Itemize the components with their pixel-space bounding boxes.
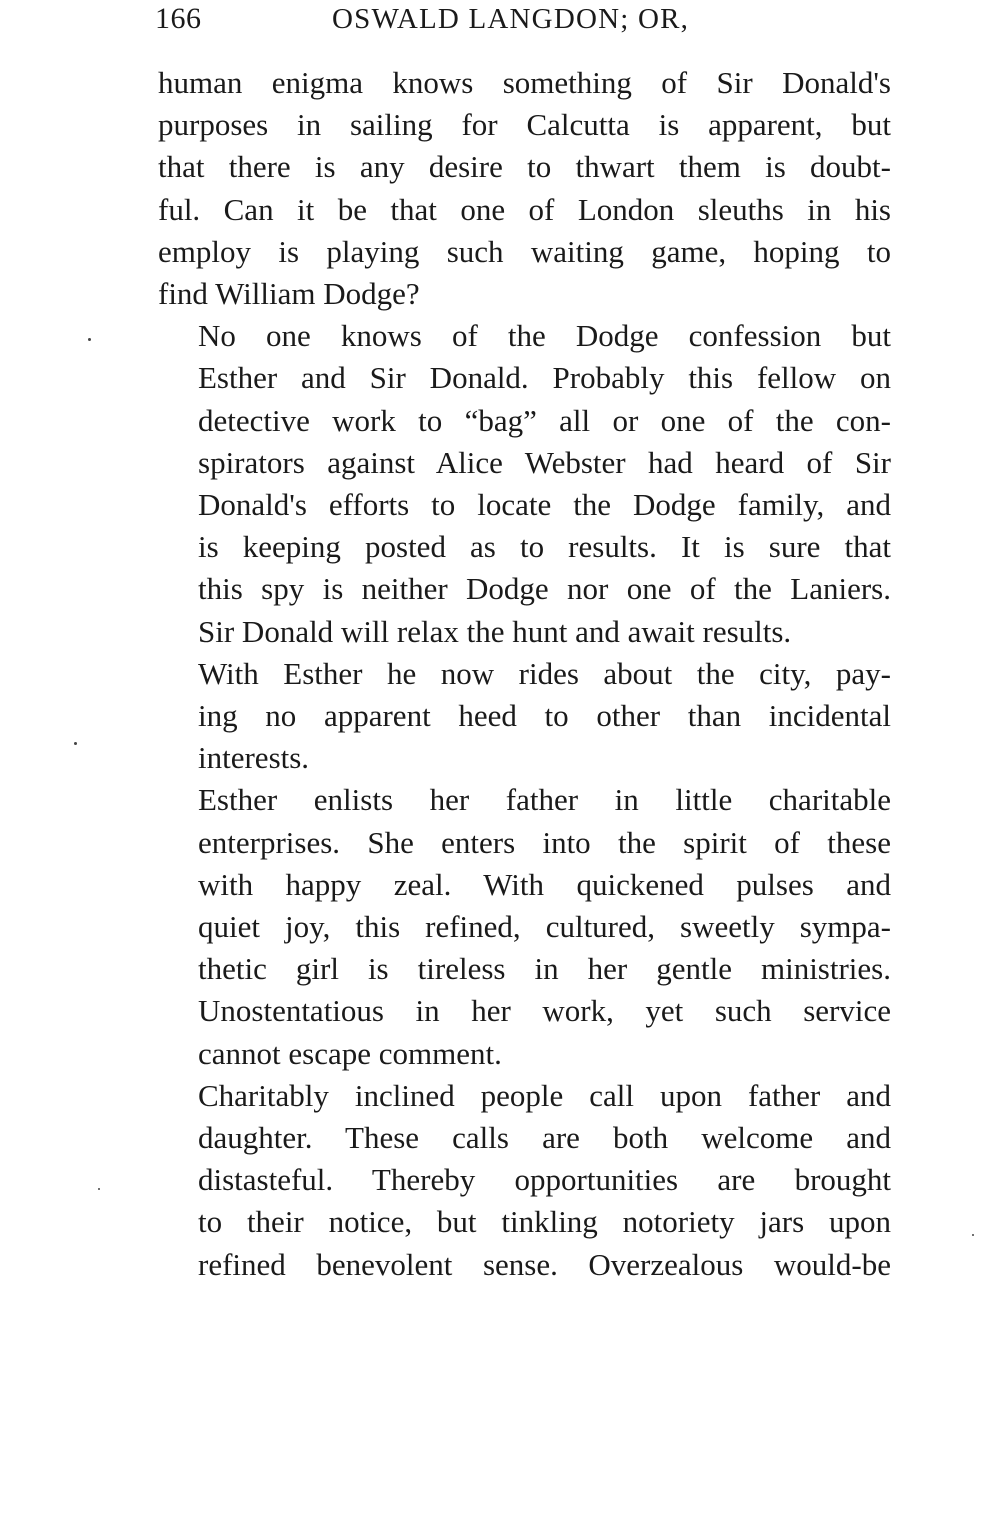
text-line: distasteful. Thereby opportunities are brought [198,1162,891,1198]
page-number: 166 [155,2,202,35]
text-line: thetic girl is tireless in her gentle ministries. [198,951,891,987]
text-line: this spy is neither Dodge nor one of the Laniers. [198,571,891,607]
text-line: ful. Can it be that one of London sleuths in his [158,191,891,227]
text-line: detective work to “bag” all or one of the con- [198,402,891,438]
text-line: enterprises. She enters into the spirit of these [198,824,891,860]
text-line: purposes in sailing for Calcutta is apparent, but [158,107,891,143]
running-head [155,0,890,40]
scan-speck [972,1234,974,1236]
scan-speck [98,1188,100,1190]
text-line: human enigma knows something of Sir Donald's [158,65,891,100]
text-line: With Esther he now rides about the city, pay- [198,655,891,691]
running-title: OSWALD LANGDON; OR, [332,3,690,35]
paragraph-1 [158,62,891,315]
scan-speck [74,742,77,745]
text-line: interests. [198,740,310,776]
text-line: that there is any desire to thwart them is doubt- [158,149,891,185]
text-line: ing no apparent heed to other than incidental [198,698,891,734]
text-line: find William Dodge? [158,276,420,312]
paragraph-3 [158,653,891,780]
text-line: Esther enlists her father in little charitable [198,782,891,818]
paragraph-5 [158,1075,891,1286]
text-line: No one knows of the Dodge confession but [198,318,891,354]
text-line: Sir Donald will relax the hunt and await results. [198,613,792,649]
text-line: to their notice, but tinkling notoriety jars upon [198,1204,891,1240]
text-line: cannot escape comment. [198,1035,502,1071]
text-line: Esther and Sir Donald. Probably this fellow on [198,360,891,396]
text-line: Charitably inclined people call upon father and [198,1077,891,1113]
text-line: daughter. These calls are both welcome and [198,1120,891,1156]
paragraph-2 [158,315,891,653]
text-line: is keeping posted as to results. It is sure that [198,529,891,565]
text-line: refined benevolent sense. Overzealous would-be [198,1246,891,1282]
text-line: Unostentatious in her work, yet such service [198,993,891,1029]
text-line: Donald's efforts to locate the Dodge family, and [198,487,891,523]
paragraph-4 [158,779,891,1074]
text-line: quiet joy, this refined, cultured, sweetly sympa- [198,909,891,945]
text-line: employ is playing such waiting game, hoping to [158,233,891,269]
text-line: with happy zeal. With quickened pulses and [198,866,891,902]
text-line: spirators against Alice Webster had heard of Sir [198,444,891,480]
body-text [158,62,891,1286]
scan-speck [88,338,91,341]
